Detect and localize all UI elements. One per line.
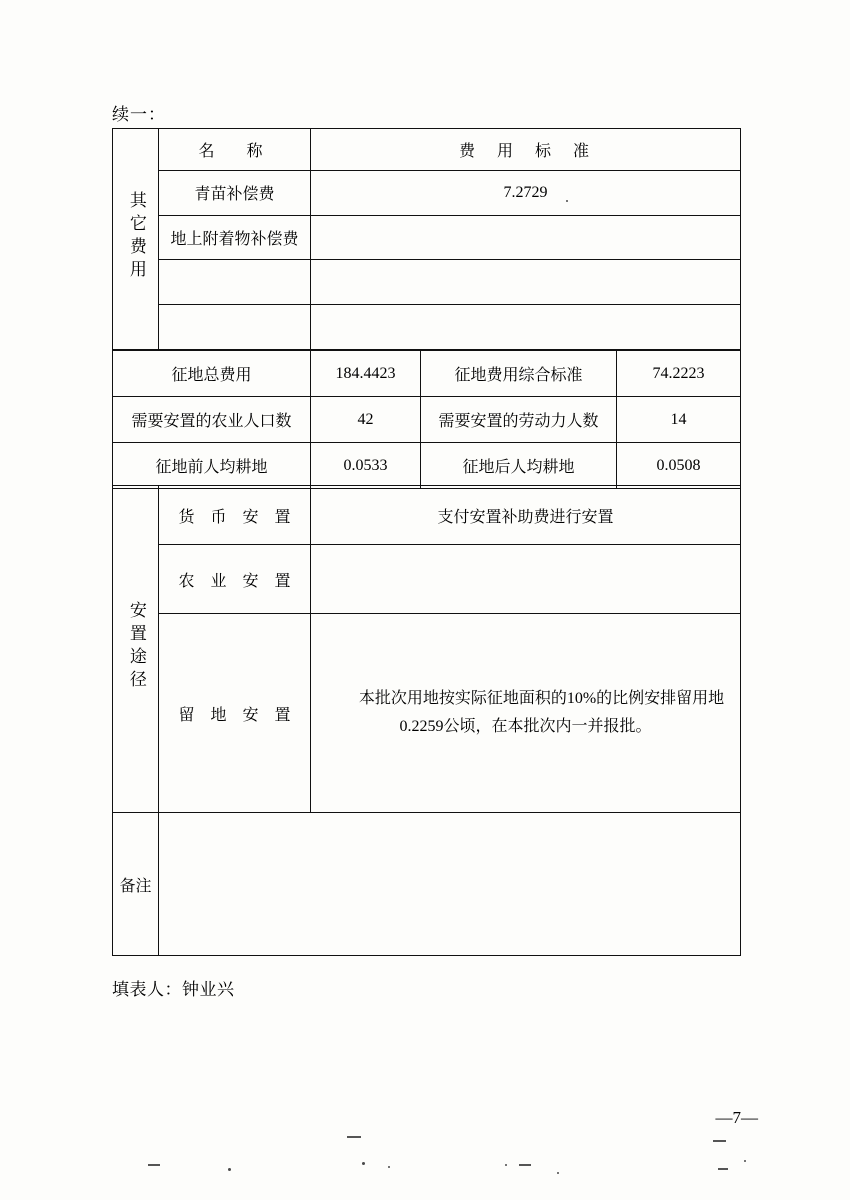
summary-label: 征地总费用 [113,351,311,397]
fee-standard [311,215,741,260]
resettlement-name: 农 业 安 置 [159,545,311,614]
table-row [113,351,741,397]
scan-dash [718,1168,728,1170]
other-fees-table [112,128,741,350]
remarks-label: 备注 [113,813,159,956]
table-row [113,260,741,305]
summary-table [112,350,741,489]
summary-value: 184.4423 [311,351,421,397]
scan-speck [388,1166,390,1168]
resettlement-table [112,485,741,956]
table-row [113,813,741,956]
scan-dash [713,1140,726,1142]
resettlement-row-label: 安置途径 [113,486,159,813]
summary-label: 需要安置的劳动力人数 [421,397,617,443]
table-row [113,443,741,489]
scan-speck [362,1162,365,1165]
fee-name: 青苗补偿费 [159,170,311,215]
scan-speck [228,1168,231,1171]
remarks-content [159,813,741,956]
resettlement-name: 留 地 安 置 [159,614,311,813]
page-number: —7— [715,1108,758,1127]
fee-name [159,305,311,350]
table-row [113,215,741,260]
summary-label: 征地前人均耕地 [113,443,311,489]
scan-dash [347,1136,361,1138]
resettlement-name: 货 币 安 置 [159,486,311,545]
fee-standard [311,260,741,305]
scan-speck [557,1172,559,1174]
scan-speck [505,1164,507,1166]
header-standard: 费 用 标 准 [311,129,741,171]
fee-name [159,260,311,305]
summary-value: 0.0533 [311,443,421,489]
summary-value: 14 [617,397,741,443]
scan-dash [519,1164,531,1166]
table-row [113,545,741,614]
other-fees-row-label: 其它费用 [113,129,159,350]
table-row [113,305,741,350]
table-row [113,397,741,443]
fee-standard [311,305,741,350]
scan-speck [566,200,568,202]
table-row [113,170,741,215]
filler-label: 填表人：钟业兴 [112,980,235,999]
summary-label: 征地费用综合标准 [421,351,617,397]
resettlement-content [311,545,741,614]
summary-label: 征地后人均耕地 [421,443,617,489]
fee-standard: 7.2729 [311,170,741,215]
table-row [113,129,741,171]
continued-label: 续一： [112,105,166,124]
header-name: 名 称 [159,129,311,171]
resettlement-content: 支付安置补助费进行安置 [311,486,741,545]
scan-speck [744,1160,746,1162]
summary-value: 42 [311,397,421,443]
table-row [113,486,741,545]
scan-dash [148,1164,160,1166]
summary-value: 0.0508 [617,443,741,489]
summary-label: 需要安置的农业人口数 [113,397,311,443]
fee-name: 地上附着物补偿费 [159,215,311,260]
table-row [113,614,741,813]
resettlement-content: 本批次用地按实际征地面积的10%的比例安排留用地0.2259公顷，在本批次内一并报批。 [311,614,741,813]
summary-value: 74.2223 [617,351,741,397]
